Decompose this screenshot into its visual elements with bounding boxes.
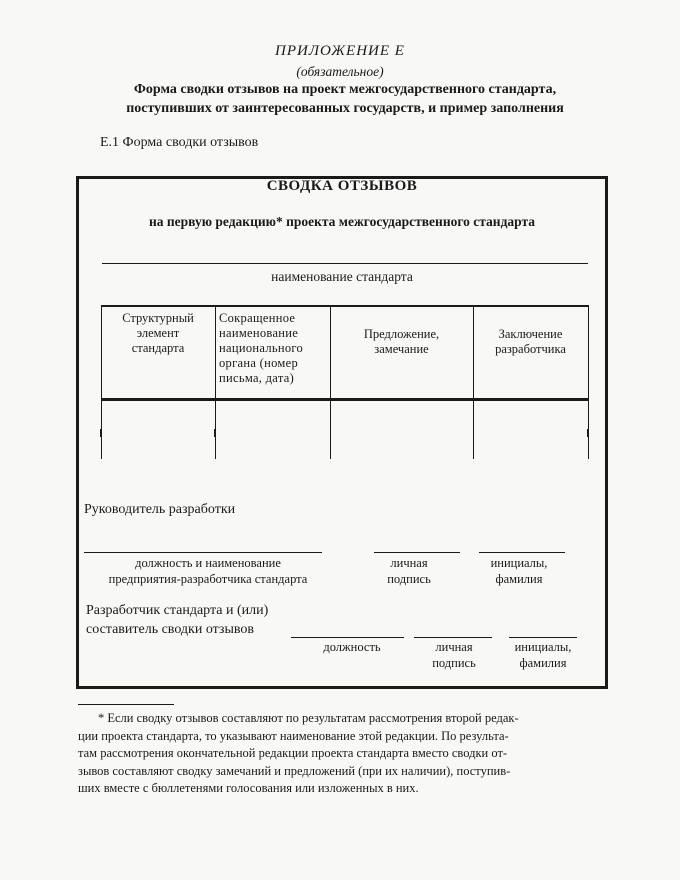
- developer-signature-line: [414, 637, 492, 638]
- header-line: органа (номер: [219, 356, 299, 370]
- table-break-mark: [100, 429, 101, 437]
- header-line: письма, дата): [219, 371, 295, 385]
- header-line: национального: [219, 341, 304, 355]
- table-header-conclusion: [473, 327, 588, 357]
- table-break-mark: [214, 429, 215, 437]
- head-initials-caption: [479, 555, 559, 587]
- footnote: [78, 710, 610, 798]
- standard-name-label: наименование стандарта: [271, 269, 413, 284]
- header-line: разработчика: [495, 342, 566, 356]
- header-line: Сокращенное: [219, 311, 296, 325]
- appendix-heading-line-1: Форма сводки отзывов на проект межгосударственного стандарта,: [133, 82, 557, 97]
- appendix-heading: [0, 80, 680, 118]
- appendix-subtitle: (обязательное): [296, 64, 384, 79]
- caption-line: подпись: [432, 656, 476, 670]
- developer-initials-line: [509, 637, 577, 638]
- footnote-line: * Если сводку отзывов составляют по результатам рассмотрения второй редак-: [98, 711, 519, 725]
- reviews-table: [101, 305, 589, 459]
- table-header-proposal: [330, 327, 473, 357]
- caption-line: подпись: [387, 572, 431, 586]
- caption-line: должность и наименование: [135, 556, 281, 570]
- head-position-caption: [84, 555, 332, 587]
- header-line: Заключение: [498, 327, 563, 341]
- developer-label-line-1: Разработчик стандарта и (или): [86, 603, 269, 618]
- header-line: элемент: [136, 326, 180, 340]
- head-signature-caption: [374, 555, 444, 587]
- developer-position-line: [291, 637, 404, 638]
- footnote-line: ции проекта стандарта, то указывают наименование этой редакции. По результа-: [78, 728, 509, 743]
- footnote-line: ших вместе с бюллетенями голосования или изложенных в них.: [78, 781, 419, 795]
- header-line: наименование: [219, 326, 299, 340]
- caption-line: фамилия: [495, 572, 543, 586]
- head-label: Руководитель разработки: [84, 502, 236, 517]
- footnote-line: зывов составляют сводку замечаний и предложений (при их наличии), поступив-: [78, 763, 511, 778]
- head-signature-line: [374, 552, 460, 553]
- appendix-title: ПРИЛОЖЕНИЕ Е: [275, 43, 405, 59]
- table-header-national-body: [219, 311, 329, 386]
- developer-position-caption: должность: [323, 640, 381, 654]
- footnote-line: там рассмотрения окончательной редакции проекта стандарта вместо сводки от-: [78, 746, 508, 760]
- standard-name-line: [102, 263, 588, 264]
- header-line: Структурный: [122, 311, 194, 325]
- table-col-rule: [588, 305, 589, 459]
- head-position-line: [84, 552, 322, 553]
- header-line: Предложение,: [363, 327, 440, 341]
- caption-line: предприятия-разработчика стандарта: [108, 572, 308, 586]
- table-col-rule: [215, 305, 216, 459]
- header-line: замечание: [374, 342, 429, 356]
- table-top-rule: [101, 305, 589, 307]
- developer-signature-caption: [418, 639, 490, 671]
- head-initials-line: [479, 552, 565, 553]
- appendix-heading-line-2: поступивших от заинтересованных государств, и пример заполнения: [126, 101, 564, 116]
- caption-line: личная: [390, 556, 428, 570]
- developer-label-line-2: составитель сводки отзывов: [86, 622, 254, 637]
- form-title: СВОДКА ОТЗЫВОВ: [266, 178, 418, 194]
- table-break-mark: [587, 429, 588, 437]
- developer-initials-caption: [503, 639, 583, 671]
- caption-line: фамилия: [519, 656, 567, 670]
- table-header-structural-element: [101, 311, 215, 356]
- section-label: Е.1 Форма сводки отзывов: [100, 135, 259, 150]
- caption-line: личная: [435, 640, 473, 654]
- caption-line: инициалы,: [514, 640, 572, 654]
- form-subtitle: на первую редакцию* проекта межгосударственного стандарта: [148, 214, 536, 229]
- footnote-rule: [78, 704, 174, 705]
- header-line: стандарта: [131, 341, 185, 355]
- caption-line: инициалы,: [490, 556, 548, 570]
- table-header-rule: [101, 398, 589, 401]
